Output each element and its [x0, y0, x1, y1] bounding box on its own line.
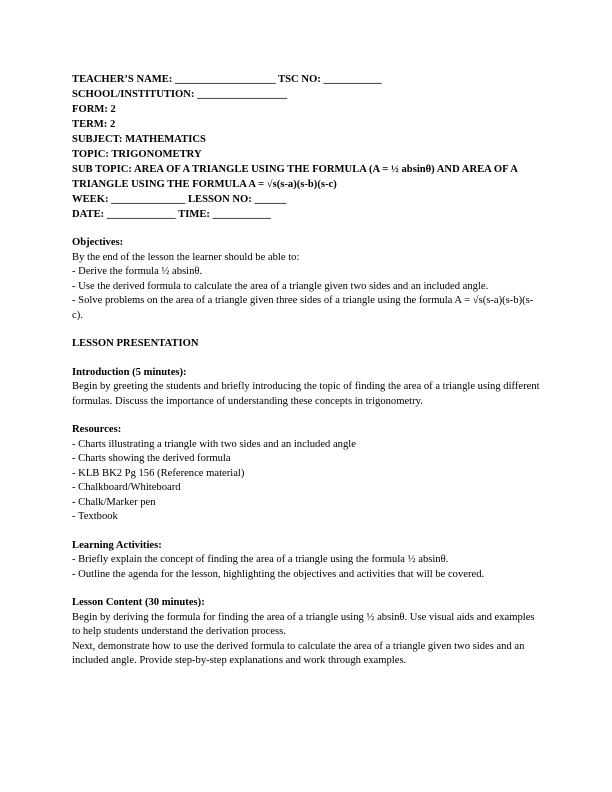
objectives-title: Objectives:	[72, 237, 124, 248]
objectives-intro: By the end of the lesson the learner should be able to:	[72, 251, 300, 263]
teacher-line: TEACHER’S NAME: ___________________ TSC NO: ___________	[72, 74, 382, 85]
objective-item: - Derive the formula ½ absinθ.	[72, 266, 203, 277]
lesson-content-title: Lesson Content (30 minutes):	[72, 597, 205, 608]
lesson-header	[72, 72, 542, 222]
resources-list	[72, 438, 542, 525]
resource-item: - Charts illustrating a triangle with two sides and an included angle	[72, 438, 356, 450]
learning-activities-list	[72, 553, 542, 582]
learning-activities-title: Learning Activities:	[72, 539, 162, 551]
learning-activities-section	[72, 539, 542, 583]
resource-item: - Chalk/Marker pen	[72, 496, 156, 508]
school-line: SCHOOL/INSTITUTION: _________________	[72, 89, 288, 100]
lesson-content-paragraph: Begin by deriving the formula for finding the area of a triangle using ½ absinθ. Use visual aids and examples to help students understand the derivation process.	[72, 611, 535, 637]
resource-item: - KLB BK2 Pg 156 (Reference material)	[72, 467, 245, 479]
subtopic-line: SUB TOPIC: AREA OF A TRIANGLE USING THE FORMULA (A = ½ absinθ) AND AREA OF A TRIANGLE USING THE FORMULA A = √s(s-a)(s-b)(s-c)	[72, 164, 518, 190]
subject-line: SUBJECT: MATHEMATICS	[72, 134, 206, 145]
lesson-content-section	[72, 596, 542, 669]
resources-title: Resources:	[72, 424, 122, 435]
resources-section	[72, 423, 542, 525]
presentation-section	[72, 337, 542, 352]
topic-line: TOPIC: TRIGONOMETRY	[72, 149, 202, 160]
resource-item: - Textbook	[72, 511, 118, 522]
introduction-title: Introduction (5 minutes):	[72, 366, 187, 378]
objectives-section	[72, 236, 542, 323]
lesson-content-paragraph: Next, demonstrate how to use the derived formula to calculate the area of a triangle given two sides and an included angle. Provide step-by-step explanations and work through examples.	[72, 640, 525, 666]
term-line: TERM: 2	[72, 119, 116, 130]
objective-item: - Use the derived formula to calculate the area of a triangle given two sides and an included angle.	[72, 280, 489, 292]
presentation-title: LESSON PRESENTATION	[72, 338, 199, 349]
form-line: FORM: 2	[72, 104, 116, 115]
activity-item: - Briefly explain the concept of finding the area of a triangle using the formula ½ absinθ.	[72, 554, 449, 565]
resource-item: - Charts showing the derived formula	[72, 453, 231, 464]
activity-item: - Outline the agenda for the lesson, highlighting the objectives and activities that will be covered.	[72, 568, 485, 580]
week-line: WEEK: ______________ LESSON NO: ______	[72, 194, 287, 205]
introduction-section	[72, 366, 542, 410]
date-line: DATE: _____________ TIME: ___________	[72, 209, 271, 220]
resource-item: - Chalkboard/Whiteboard	[72, 482, 181, 493]
objectives-list	[72, 265, 542, 323]
introduction-text: Begin by greeting the students and briefly introducing the topic of finding the area of a triangle using different formulas. Discuss the importance of understanding these concepts in trigonometry.	[72, 381, 540, 407]
objective-item: - Solve problems on the area of a triangle given three sides of a triangle using the formula A = √s(s-a)(s-b)(s-c).	[72, 295, 534, 321]
document-body	[72, 72, 542, 669]
